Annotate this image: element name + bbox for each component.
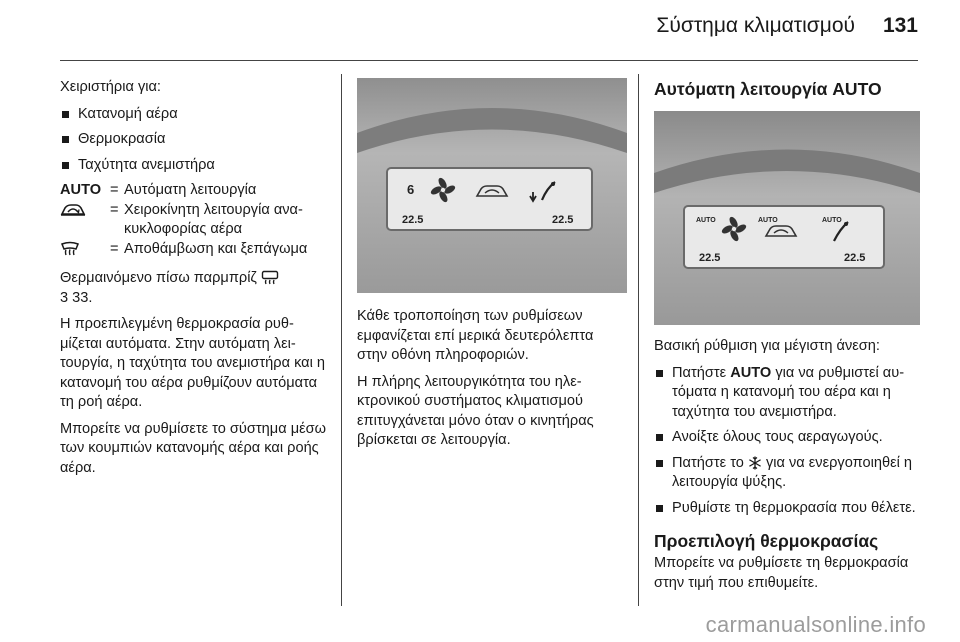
snowflake-icon	[748, 456, 762, 470]
heated-rear-window-icon	[261, 270, 279, 285]
auto-key: AUTO	[60, 182, 102, 198]
fan-level-text: 6	[407, 182, 415, 197]
list-item: Πατήστε AUTO για να ρυθμιστεί αυτόματα η κατανομή του αέρα και η ταχύτητα του ανεμιστήρα.	[654, 364, 920, 423]
list-item: Ταχύτητα ανεμιστήρα	[60, 156, 328, 176]
watermark: carmanualsonline.info	[705, 612, 926, 637]
temperature-right: 22.5	[844, 252, 866, 264]
middle-column	[357, 78, 627, 458]
paragraph: Κάθε τροποποίηση των ρυθμίσεων εμφανίζεται επί μερικά δευτερόλεπτα στην οθόνη πληροφοριών.	[357, 308, 594, 363]
temperature-right: 22.5	[552, 214, 574, 226]
page-title: Σύστημα κλιματισμού	[656, 14, 855, 37]
list-item: Πατήστε το για να ενεργοποιηθεί η λειτουργία ψύξης.	[654, 454, 920, 493]
list-item: Ανοίξτε όλους τους αεραγωγούς.	[654, 428, 920, 448]
list-item: Θερμοκρασία	[60, 130, 328, 150]
controls-list	[60, 105, 328, 176]
subsection-heading: Προεπιλογή θερμοκρασίας	[654, 531, 879, 551]
auto-label: AUTO	[758, 217, 778, 224]
paragraph: Η προεπιλεγμένη θερμοκρασία ρυθμίζεται αυτόματα. Στην αυτόματη λειτουργία, η ταχύτητα του ανεμιστήρα και η κατανομή του αέρα ρυθμίζουν αυτόματα τη ροή αέρα.	[60, 316, 326, 410]
list-item: Κατανομή αέρα	[60, 105, 328, 125]
definition-row: = Αποθάμβωση και ξεπάγωμα	[60, 240, 328, 260]
climate-display-photo	[357, 78, 627, 293]
heated-screen-note: Θερμαινόμενο πίσω παρμπρίζ 3 33.	[60, 269, 328, 308]
recirculation-icon	[60, 203, 86, 217]
left-column	[60, 78, 328, 485]
definition-list	[60, 181, 328, 259]
header-divider	[60, 60, 918, 61]
temperature-left: 22.5	[402, 214, 424, 226]
right-column	[654, 78, 920, 600]
definition-row: = Χειροκίνητη λειτουργία ανακυκλοφορίας αέρα	[60, 201, 328, 240]
paragraph: Μπορείτε να ρυθμίσετε τη θερμοκρασία στην τιμή που επιθυμείτε.	[654, 555, 909, 591]
auto-intro: Βασική ρύθμιση για μέγιστη άνεση:	[654, 338, 880, 354]
auto-key: AUTO	[730, 364, 772, 381]
list-item: Ρυθμίστε τη θερμοκρασία που θέλετε.	[654, 499, 920, 519]
column-divider-right	[638, 74, 639, 606]
defrost-icon	[60, 241, 80, 256]
definition-row: AUTO = Αυτόματη λειτουργία	[60, 181, 328, 201]
section-heading: Αυτόματη λειτουργία AUTO	[654, 79, 882, 99]
paragraph: Μπορείτε να ρυθμίσετε το σύστημα μέσω των κουμπιών κατανομής αέρα και ροής αέρα.	[60, 420, 327, 476]
column-divider-left	[341, 74, 342, 606]
auto-steps	[654, 364, 920, 519]
auto-display-photo	[654, 111, 920, 325]
page-reference: 3 33.	[60, 289, 93, 306]
controls-intro: Χειριστήρια για:	[60, 79, 161, 95]
temperature-left: 22.5	[699, 252, 721, 264]
paragraph: Η πλήρης λειτουργικότητα του ηλεκτρονικού συστήματος κλιματισμού επιτυγχάνεται μόνο όταν ο κινητήρας βρίσκεται σε λειτουργία.	[357, 373, 594, 448]
page-number: 131	[882, 14, 918, 37]
auto-label: AUTO	[822, 217, 842, 224]
auto-label: AUTO	[696, 217, 716, 224]
